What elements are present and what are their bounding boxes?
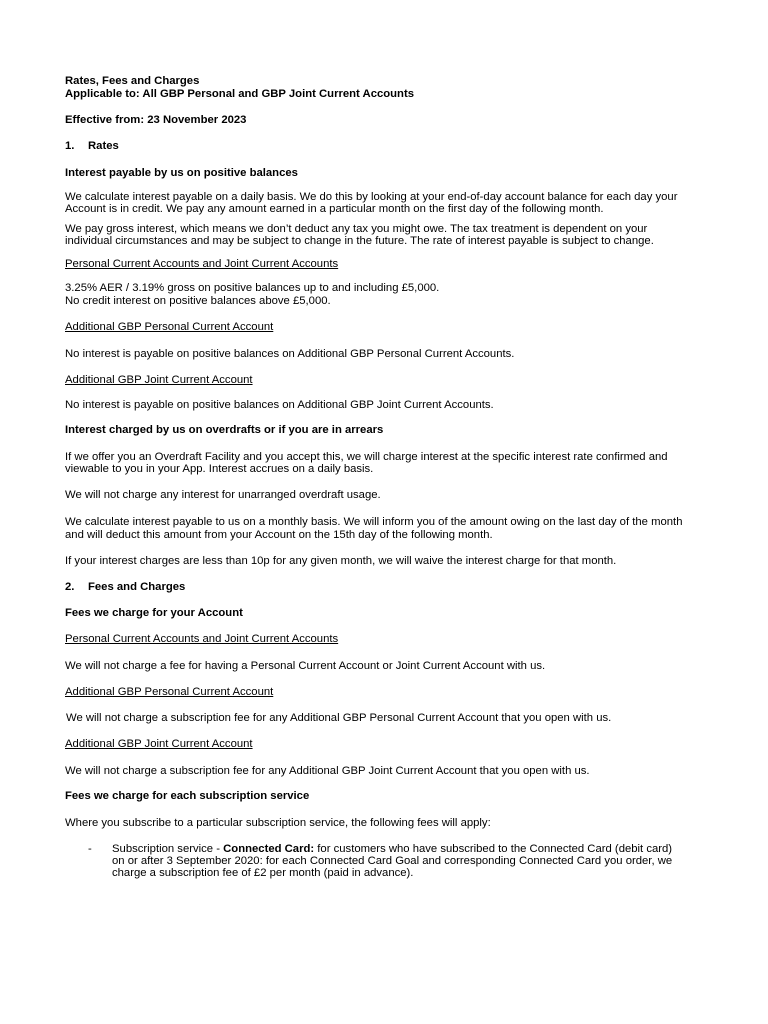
section-2-number: 2.	[65, 581, 75, 593]
section-1-number: 1.	[65, 140, 75, 152]
rate-line-2: No credit interest on positive balances above £5,000.	[65, 295, 331, 307]
unarranged-text: We will not charge any interest for unarranged overdraft usage.	[65, 489, 381, 501]
applicable-to-line: Applicable to: All GBP Personal and GBP Joint Current Accounts	[65, 88, 415, 100]
overdraft-line-1: If we offer you an Overdraft Facility and you accept this, we will charge interest at the specific interest rate confirmed and	[65, 451, 668, 463]
section-2-title: Fees and Charges	[88, 581, 186, 593]
bullet-line-1-rest: for customers who have subscribed to the Connected Card (debit card)	[314, 843, 673, 855]
document-title: Rates, Fees and Charges	[65, 75, 200, 87]
fees-additional-joint-heading: Additional GBP Joint Current Account	[65, 738, 253, 750]
interest-positive-heading: Interest payable by us on positive balances	[65, 167, 298, 179]
additional-joint-heading: Additional GBP Joint Current Account	[65, 374, 253, 386]
bullet-prefix: Subscription service -	[112, 843, 224, 855]
section-1-title: Rates	[88, 140, 119, 152]
bullet-line-3: charge a subscription fee of £2 per month (paid in advance).	[112, 867, 414, 879]
rate-line-1: 3.25% AER / 3.19% gross on positive balances up to and including £5,000.	[65, 282, 440, 294]
bullet-line-2: on or after 3 September 2020: for each Connected Card Goal and corresponding Connected Card you order, we	[112, 855, 673, 867]
fees-personal-joint-heading: Personal Current Accounts and Joint Current Accounts	[65, 633, 339, 645]
interest-para-1-line-1: We calculate interest payable on a daily basis. We do this by looking at your end-of-day account balance for each day your	[65, 191, 678, 203]
monthly-line-2: and will deduct this amount from your Account on the 15th day of the following month.	[65, 529, 493, 541]
fees-additional-joint-text: We will not charge a subscription fee for any Additional GBP Joint Current Account that you open with us.	[65, 765, 590, 777]
subscription-heading: Fees we charge for each subscription service	[65, 790, 310, 802]
effective-date: Effective from: 23 November 2023	[65, 114, 247, 126]
overdraft-line-2: viewable to you in your App. Interest accrues on a daily basis.	[65, 463, 374, 475]
waive-text: If your interest charges are less than 10p for any given month, we will waive the interest charge for that month.	[65, 555, 617, 567]
bullet-line-1	[112, 843, 702, 855]
bullet-bold-term: Connected Card:	[223, 843, 315, 855]
subscription-intro: Where you subscribe to a particular subscription service, the following fees will apply:	[65, 817, 491, 829]
additional-personal-heading: Additional GBP Personal Current Account	[65, 321, 274, 333]
fees-additional-personal-heading: Additional GBP Personal Current Account	[65, 686, 274, 698]
additional-joint-text: No interest is payable on positive balances on Additional GBP Joint Current Accounts.	[65, 399, 494, 411]
fees-additional-personal-text: We will not charge a subscription fee for any Additional GBP Personal Current Account that you open with us.	[66, 712, 612, 724]
fees-account-heading: Fees we charge for your Account	[65, 607, 243, 619]
interest-para-1-line-2: Account is in credit. We pay any amount earned in a particular month on the first day of the following month.	[65, 203, 604, 215]
interest-para-2-line-1: We pay gross interest, which means we don’t deduct any tax you might owe. The tax treatment is dependent on your	[65, 223, 648, 235]
monthly-line-1: We calculate interest payable to us on a monthly basis. We will inform you of the amount owing on the last day of the month	[65, 516, 683, 528]
interest-para-2-line-2: individual circumstances and may be subject to change in the future. The rate of interest payable is subject to change.	[65, 235, 654, 247]
bullet-dash: -	[88, 843, 92, 855]
personal-joint-heading: Personal Current Accounts and Joint Current Accounts	[65, 258, 339, 270]
fees-personal-joint-text: We will not charge a fee for having a Personal Current Account or Joint Current Account with us.	[65, 660, 546, 672]
additional-personal-text: No interest is payable on positive balances on Additional GBP Personal Current Accounts.	[65, 348, 515, 360]
overdraft-heading: Interest charged by us on overdrafts or if you are in arrears	[65, 424, 384, 436]
